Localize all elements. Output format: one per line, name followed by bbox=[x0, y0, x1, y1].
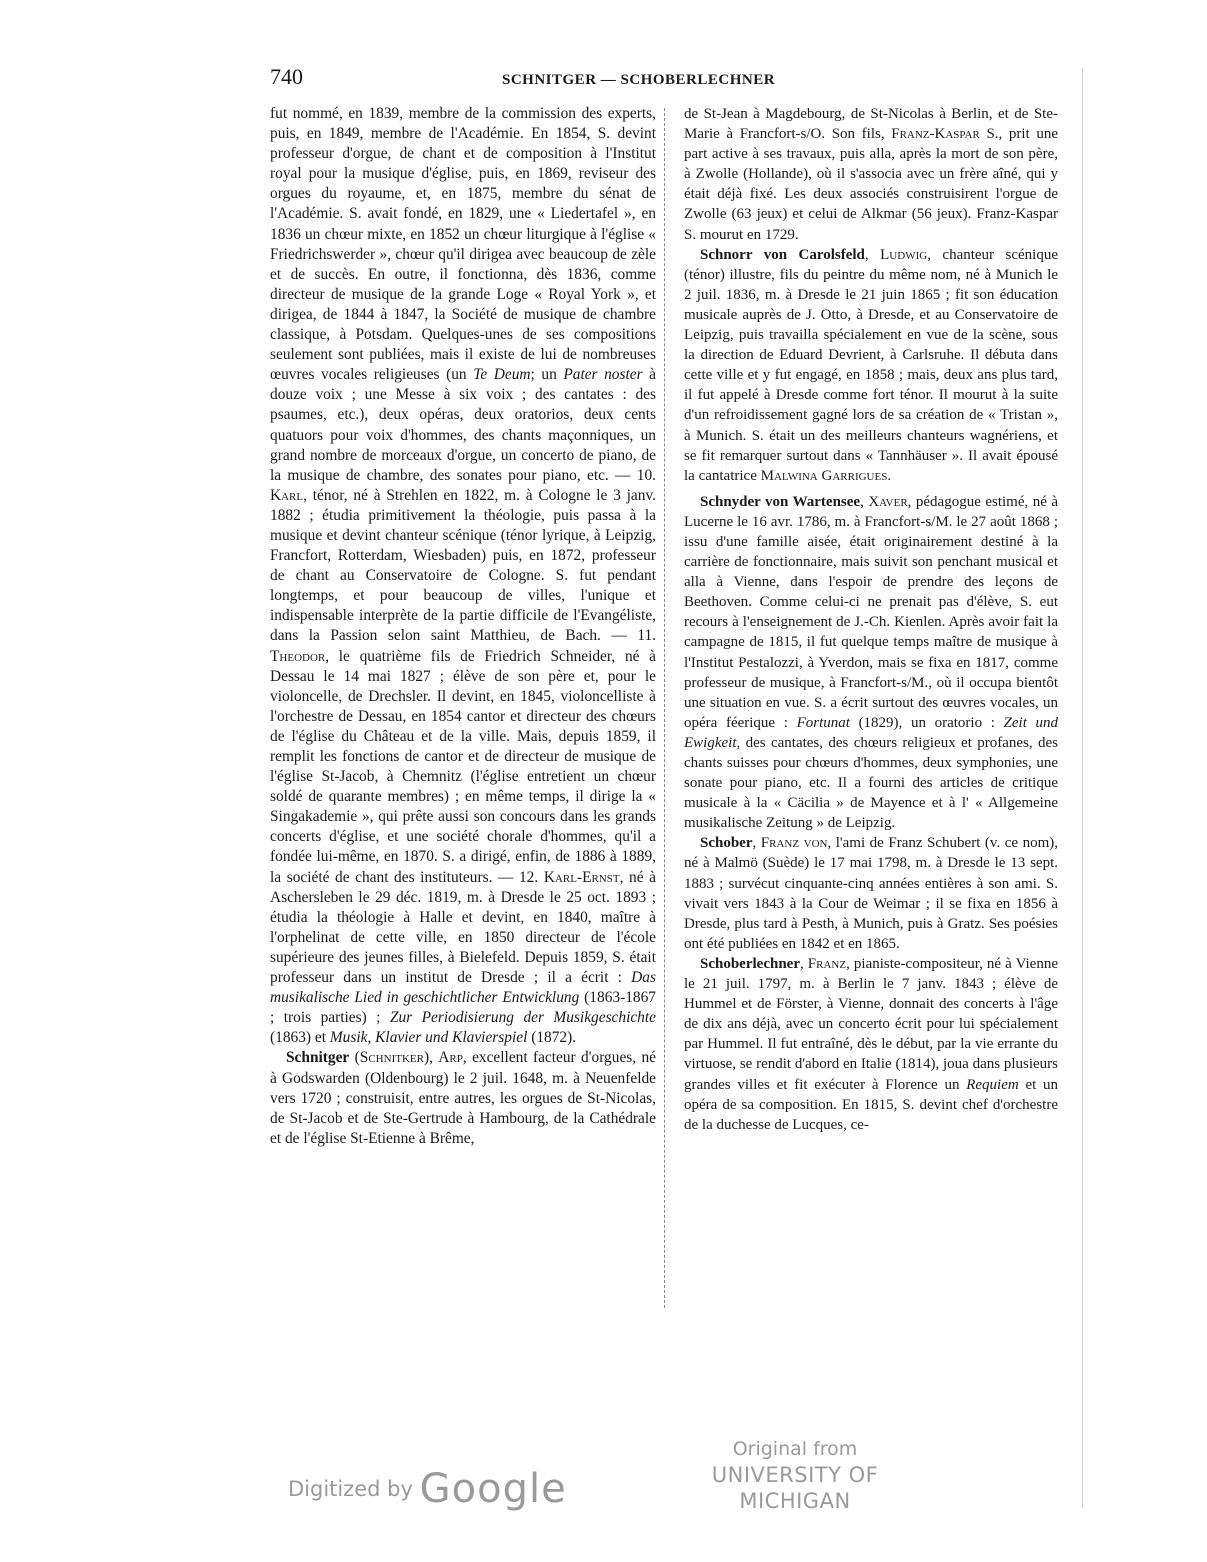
text-run: , chanteur scénique (ténor) illustre, fils du peintre du même nom, né à Munich le 2 juil. 1836, m. à Dresde le 21 juin 1865 ; fit son éducation musicale auprès de J. Otto, à Dresde, et au Conservatoire de Leipzig, puis travailla spécialement en vue de la scène, sous la direction de Eduard Devrient, à Carlsruhe. Il débuta dans cette ville et y fut engagé, en 1858 ; mais, deux ans plus tard, il fut appelé à Dresde comme fort ténor. Il mourut à la suite d'un refroidissement gagné lors de sa création de « Tristan », à Munich. S. était un des meilleurs chanteurs wagnériens, et se fit remarquer surtout dans « Tannhäuser ». Il avait épousé la cantatrice bbox=[684, 246, 1058, 484]
text-run: , né à Aschersleben le 29 déc. 1819, m. à Dresde le 25 oct. 1893 ; étudia la théologie à Halle et devint, en 1840, maître à l'orphelinat de cette ville, en 1850 directeur de l'école supérieure des jeunes filles, à Bielefeld. Depuis 1859, S. était professeur dans un institut de Dresde ; il a écrit : bbox=[270, 868, 656, 987]
google-logo: Google bbox=[419, 1466, 567, 1512]
person-name: Karl-Ernst bbox=[543, 868, 620, 886]
person-name: Franz von bbox=[760, 835, 828, 852]
scan-edge-line bbox=[1082, 68, 1083, 1508]
entry-headword: Schober bbox=[700, 835, 753, 852]
text-run: (1863-1867 ; trois parties) ; bbox=[270, 989, 656, 1027]
digitized-by-google bbox=[288, 1460, 567, 1512]
person-name: Karl bbox=[270, 486, 304, 504]
entry-headword: Schoberlechner bbox=[700, 955, 800, 972]
text-run: , ténor, né à Strehlen en 1822, m. à Cologne le 3 janv. 1882 ; étudia primitivement la théologie, puis passa à la musique et devint chanteur scénique (ténor lyrique, à Leipzig, Francfort, Rotterdam, Wiesbaden) puis, en 1872, professeur de chant au Conservatoire de Cologne. S. fut pendant longtemps, et pour beaucoup de villes, l'unique et indispensable interprète de la partie difficile de l'Evangéliste, dans la Passion selon saint Matthieu, de Bach. — 11. bbox=[270, 486, 656, 645]
page-number: 740 bbox=[270, 64, 303, 89]
person-name: Franz bbox=[807, 955, 847, 972]
person-name: Malwina Garrigues bbox=[760, 467, 888, 484]
digitized-by-text: Digitized by bbox=[288, 1477, 413, 1501]
work-title: Zeit und Ewigkeit bbox=[684, 714, 1059, 751]
entry-schober bbox=[684, 833, 1058, 954]
text-run: à douze voix ; une Messe à six voix ; des cantates : des psaumes, etc.), deux opéras, deux oratorios, deux cents quatuors pour voix d'hommes, des chants maçonniques, un grand nombre de morceaux d'orgue, un concerto de piano, de la musique de chambre, des sonates pour piano, etc. — 10. bbox=[270, 366, 656, 484]
page-header bbox=[270, 64, 776, 104]
text-run: , bbox=[864, 246, 869, 263]
entry-schoberlechner bbox=[684, 954, 1058, 1135]
text-run: , pianiste-compositeur, né à Vienne le 21 juil. 1797, m. à Berlin le 7 janv. 1843 ; élève de Hummel et de Förster, à Vienne, donnait des concerts à l'âge de dix ans déjà, avec un concerto écrit pour lui spécialement par Hummel. Il fut entraîné, dès le début, par la vie errante du virtuose, se rendit d'abord en Italie (1814), joua dans plusieurs grandes villes et fit exécuter à Florence un bbox=[684, 955, 1058, 1093]
work-title: Das musikalische Lied in geschichtlicher Entwicklung bbox=[270, 969, 656, 1007]
work-title: Requiem bbox=[966, 1076, 1019, 1093]
person-name: Arp bbox=[438, 1049, 463, 1067]
university-name: UNIVERSITY OF MICHIGAN bbox=[711, 1463, 879, 1513]
text-run: ; un bbox=[530, 366, 557, 384]
text-run: (1863) et bbox=[270, 1029, 326, 1047]
text-run: , des cantates, des chœurs religieux et profanes, des chants suisses pour chœurs d'hommes, deux symphonies, une sonate pour piano, etc. Il a fourni des articles de critique musicale à la « Cäcilia » de Mayence et à l' « Allgemeine musikalische Zeitung » de Leipzig. bbox=[684, 734, 1058, 832]
text-run: fut nommé, en 1839, membre de la commission des experts, puis, en 1849, membre de l'Académie. En 1854, S. devint professeur d'orgue, de chant et de composition à l'Institut royal pour la musique d'église, puis, en 1869, reviseur des orgues du royaume, et, en 1875, membre du sénat de l'Académie. S. avait fondé, en 1829, une « Liedertafel », en 1836 un chœur mixte, en 1852 un chœur liturgique à l'église « Friedrichswerder », chœur qu'il dirigea avec beaucoup de zèle et de succès. En outre, il fonctionna, dès 1836, comme directeur de musique de la grande Loge « Royal York », et dirigea, de 1844 à 1847, la Société de musique de chambre classique, à Potsdam. Quelques-unes de ses compositions seulement sont publiées, mais il existe de lui de nombreuses œuvres vocales religieuses (un bbox=[270, 105, 656, 384]
original-from-text: Original from bbox=[732, 1438, 858, 1460]
entry-headword: Schnitger bbox=[286, 1049, 350, 1067]
person-name: Xaver bbox=[868, 493, 908, 510]
work-title: Te Deum bbox=[473, 366, 531, 384]
text-run: , bbox=[860, 493, 864, 510]
text-run: de St-Jean à Magdebourg, de St-Nicolas à Berlin, et de Ste-Marie à Francfort-s/O. Son fils, bbox=[684, 106, 1058, 143]
continued-entry-paragraph bbox=[270, 104, 656, 1048]
person-name: Schnitker bbox=[359, 1049, 424, 1067]
running-head: SCHNITGER — SCHOBERLECHNER bbox=[502, 72, 776, 88]
person-name: Franz-Kaspar bbox=[891, 126, 980, 143]
right-column bbox=[684, 104, 1058, 1135]
digitization-watermark bbox=[288, 1436, 948, 1513]
entry-headword: Schnyder von Wartensee bbox=[700, 493, 861, 510]
original-source bbox=[670, 1436, 920, 1514]
person-name: Ludwig bbox=[880, 246, 928, 263]
text-run: ), bbox=[423, 1049, 433, 1067]
text-run: (1829), un oratorio : bbox=[858, 714, 995, 731]
work-title: Zur Periodisierung der Musikgeschichte bbox=[389, 1009, 656, 1027]
text-run: , bbox=[799, 955, 804, 972]
entry-headword: Schnorr von Carolsfeld bbox=[700, 246, 865, 263]
text-run: , pédagogue estimé, né à Lucerne le 16 avr. 1786, m. à Francfort-s/M. le 27 août 1868 ; issu d'une famille aisée, était originairement destiné à la carrière de fonctionnaire, mais suivit son penchant musical et alla à Vienne, dans l'espoir de prendre des leçons de Beethoven. Comme celui-ci ne prenait pas d'élève, S. eut recours à l'enseignement de J.-Ch. Kienlen. Après avoir fait la campagne de 1815, il fut quelque temps maître de musique à l'Institut Pestalozzi, à Yverdon, mais se fixa en 1817, comme professeur de musique, à Francfort-s/M., où il occupa bientôt une situation en vue. S. a écrit surtout des œuvres vocales, un opéra féerique : bbox=[684, 493, 1059, 731]
text-run: ( bbox=[354, 1049, 360, 1067]
text-run: (1872). bbox=[531, 1029, 577, 1047]
text-run: . bbox=[887, 467, 892, 484]
text-run: S., prit une part active à ses travaux, puis alla, après la mort de son père, à Zwolle (Hollande), où il s'associa avec un frère aîné, qui y était déjà fixé. Les deux associés construisirent l'orgue de Zwolle (63 jeux) et celui de Alkmar (56 jeux). Franz-Kaspar S. mourut en 1729. bbox=[684, 126, 1059, 243]
person-name: Theodor bbox=[270, 647, 326, 665]
left-column bbox=[270, 104, 656, 1149]
text-run: , l'ami de Franz Schubert (v. ce nom), né à Malmö (Suède) le 17 mai 1798, m. à Dresde le 13 sept. 1883 ; survécut cinquante-cinq années entières à son ami. S. vivait vers 1843 à la Cour de Weimar ; il se fixa en 1856 à Dresde, plus tard à Pesth, à Munich, puis à Gratz. Ses poésies ont été publiées en 1842 et en 1865. bbox=[684, 835, 1059, 952]
entry-schnorr-von-carolsfeld bbox=[684, 245, 1058, 486]
entry-schnyder-von-wartensee bbox=[684, 492, 1058, 834]
work-title: Fortunat bbox=[796, 714, 850, 731]
continued-entry-paragraph bbox=[684, 104, 1058, 245]
work-title: Pater noster bbox=[563, 366, 643, 384]
work-title: Musik, Klavier und Klavierspiel bbox=[329, 1029, 528, 1047]
text-run: , bbox=[752, 835, 757, 852]
text-run: et un opéra de sa composition. En 1815, S. devint chef d'orchestre de la duchesse de Lucques, ce- bbox=[684, 1076, 1059, 1133]
column-divider bbox=[664, 108, 666, 1308]
text-run: , excellent facteur d'orgues, né à Godswarden (Oldenbourg) le 2 juil. 1648, m. à Neuenfelde vers 1720 ; construisit, entre autres, les orgues de St-Nicolas, de St-Jacob et de Ste-Gertrude à Hambourg, de la Cathédrale et de l'église St-Etienne à Brême, bbox=[270, 1049, 656, 1147]
text-run: , le quatrième fils de Friedrich Schneider, né à Dessau le 14 mai 1827 ; élève de son père et, pour le violoncelle, de Drechsler. Il devint, en 1845, violoncelliste à l'orchestre de Dessau, en 1854 cantor et directeur des chœurs de l'église du Château et de la ville. Mais, depuis 1859, il remplit les fonctions de cantor et de directeur de musique de l'église St-Jacob, à Chemnitz (l'église entretient un chœur soldé de quarante membres) ; en même temps, il dirige la « Singakademie », qui prête aussi son concours dans les grands concerts d'église, et une société chorale d'hommes, qu'il a fondée lui-même, en 1870. S. a dirigé, enfin, de 1886 à 1889, la société de chant des instituteurs. — 12. bbox=[270, 647, 656, 886]
entry-schnitger bbox=[270, 1048, 656, 1148]
